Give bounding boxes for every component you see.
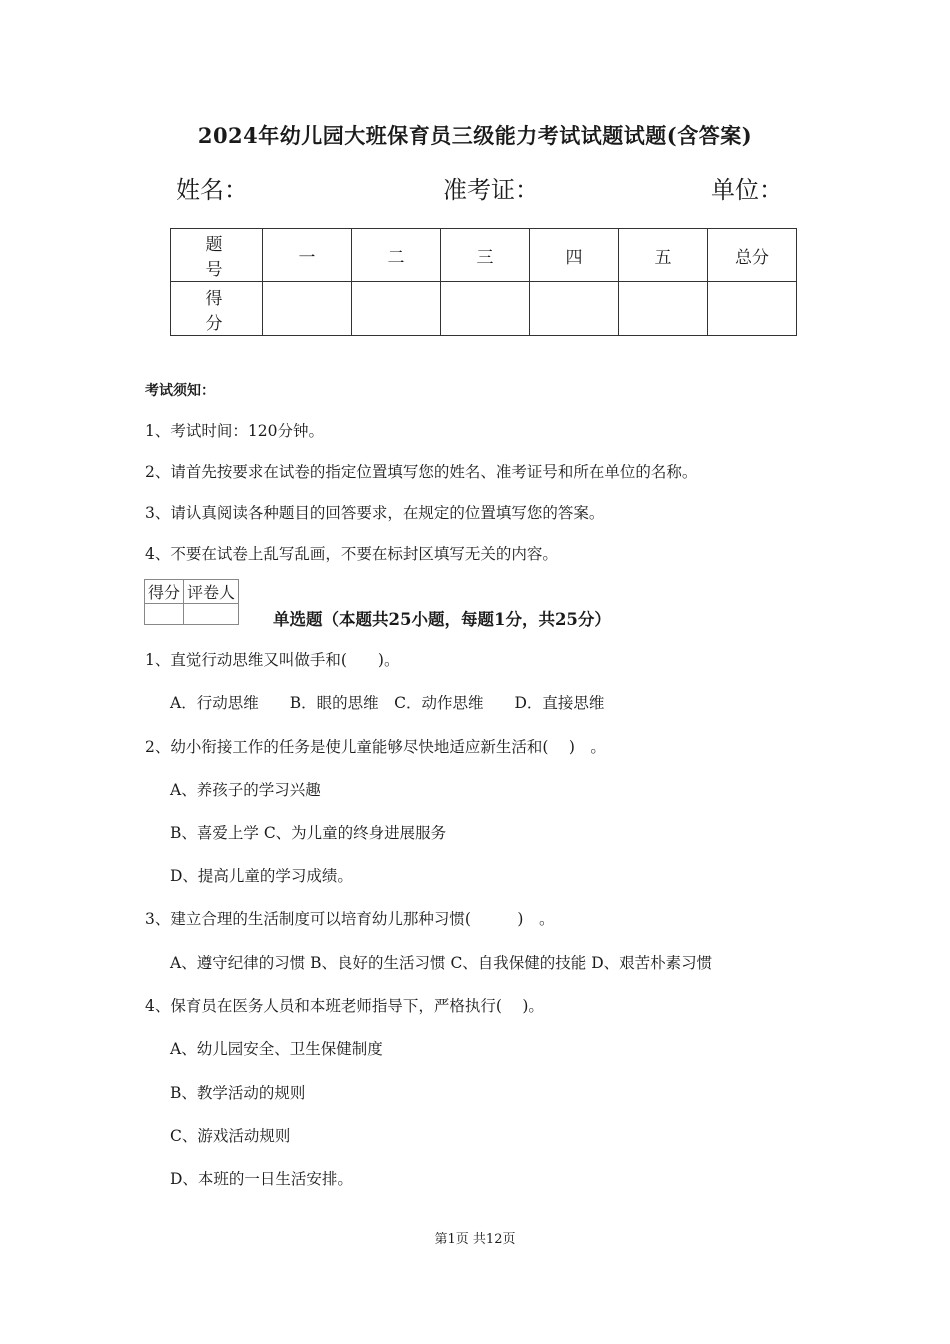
score-cell[interactable]: [530, 282, 619, 336]
score-table-row-label: 得 分: [171, 282, 263, 336]
question-option: C、游戏活动规则: [170, 1127, 291, 1145]
score-table-score-row: [171, 282, 797, 336]
question-option: A、养孩子的学习兴趣: [170, 781, 321, 799]
score-cell[interactable]: [352, 282, 441, 336]
notice-item: 1、考试时间：120分钟。: [145, 422, 324, 440]
question-option: D、本班的一日生活安排。: [170, 1170, 353, 1188]
score-table-header-cell: 二: [352, 229, 441, 282]
page-title: 2024年幼儿园大班保育员三级能力考试试题试题(含答案): [197, 123, 753, 148]
unit-field-label: 单位：: [711, 176, 783, 204]
grader-box-grader-label: 评卷人: [184, 580, 239, 604]
score-table-header-row: [171, 229, 797, 282]
grader-box-grader-cell[interactable]: [184, 604, 239, 625]
score-table: [170, 228, 797, 336]
question-stem: 3、建立合理的生活制度可以培育幼儿那种习惯( ) 。: [145, 910, 555, 928]
question-stem: 4、保育员在医务人员和本班老师指导下，严格执行( )。: [145, 997, 544, 1015]
notice-item: 3、请认真阅读各种题目的回答要求，在规定的位置填写您的答案。: [145, 504, 605, 522]
score-cell[interactable]: [708, 282, 797, 336]
section-title: 单选题（本题共25小题，每题1分，共25分）: [273, 610, 611, 629]
question-option: A、遵守纪律的习惯 B、良好的生活习惯 C、自我保健的技能 D、艰苦朴素习惯: [170, 954, 713, 972]
score-table-header-cell: 五: [619, 229, 708, 282]
page-footer: 第1页 共12页: [434, 1232, 516, 1247]
name-field-label: 姓名：: [176, 176, 248, 204]
question-option: D、提高儿童的学习成绩。: [170, 867, 353, 885]
score-table-header-label: 题 号: [171, 229, 263, 282]
question-stem: 1、直觉行动思维又叫做手和( )。: [145, 651, 400, 669]
score-cell[interactable]: [619, 282, 708, 336]
score-table-header-cell: 四: [530, 229, 619, 282]
score-table-header-cell: 总分: [708, 229, 797, 282]
score-cell[interactable]: [441, 282, 530, 336]
question-option: A．行动思维 B．眼的思维 C．动作思维 D．直接思维: [170, 694, 605, 712]
grader-box: [144, 579, 239, 625]
question-option: B、教学活动的规则: [170, 1084, 306, 1102]
notice-item: 4、不要在试卷上乱写乱画，不要在标封区填写无关的内容。: [145, 545, 558, 563]
exam-number-field-label: 准考证：: [443, 176, 539, 204]
question-option: B、喜爱上学 C、为儿童的终身进展服务: [170, 824, 447, 842]
notice-heading: 考试须知：: [145, 383, 215, 399]
grader-box-score-cell[interactable]: [145, 604, 184, 625]
score-table-header-cell: 一: [263, 229, 352, 282]
question-option: A、幼儿园安全、卫生保健制度: [170, 1040, 383, 1058]
grader-box-score-label: 得分: [145, 580, 184, 604]
notice-item: 2、请首先按要求在试卷的指定位置填写您的姓名、准考证号和所在单位的名称。: [145, 463, 698, 481]
score-table-header-cell: 三: [441, 229, 530, 282]
question-stem: 2、幼小衔接工作的任务是使儿童能够尽快地适应新生活和( ) 。: [145, 738, 606, 756]
